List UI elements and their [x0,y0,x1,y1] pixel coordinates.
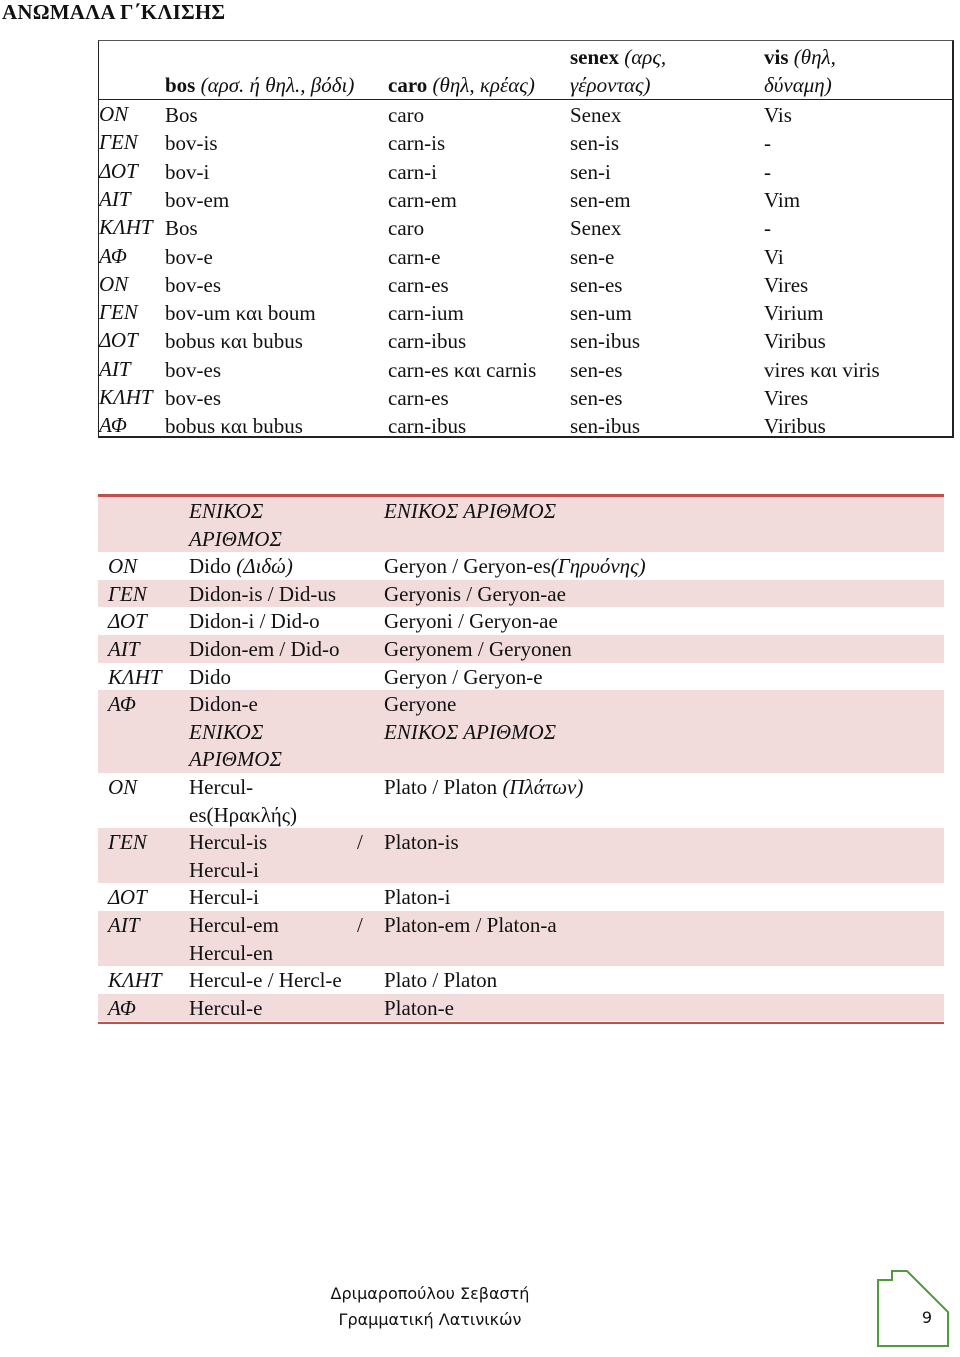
form-col2 [384,995,454,1023]
table-cell: bov-e [165,244,213,269]
form-col1 [189,636,339,664]
table-cell: sen-is [570,131,619,156]
declension-table-1 [98,40,954,438]
form-text: Plato / Platon [384,775,498,799]
gloss-text: (Πλάτων) [497,775,584,799]
table-cell: bov-um και boum [165,301,316,326]
table-cell: bobus και bubus [165,329,303,354]
form-text: Dido [189,554,231,579]
table-cell: - [764,216,771,241]
table-cell: sen-es [570,357,623,382]
table2-header-row [98,718,944,773]
table-row [99,384,952,412]
table-row [98,580,944,608]
table-row [98,828,944,883]
page-number-badge [870,1268,950,1348]
form-text: Geryoni / Geryon-ae [384,609,558,634]
table-cell: vires και viris [764,357,880,382]
table-cell: sen-es [570,386,623,410]
header-col2: ΕΝΙΚΟΣ ΑΡΙΘΜΟΣ [384,719,557,744]
table-cell: carn-ibus [388,414,467,439]
table-cell: carn-e [388,244,441,269]
table-row [98,773,944,828]
form-text: Geryonem / Geryonen [384,637,572,661]
header-bos: bos (αρσ. ή θηλ., βόδι) [165,73,355,97]
table-cell: Vis [764,103,792,127]
table-row [98,635,944,663]
page-number: 9 [921,1308,933,1327]
case-label: ΑΦ [99,243,127,268]
table-row [99,243,952,271]
header-col1: ΕΝΙΚΟΣ [189,719,264,744]
table-cell: carn-i [388,159,437,184]
gloss-text: (Διδώ) [231,554,293,579]
table-cell: sen-um [570,301,632,326]
table-cell: bov-is [165,131,218,156]
table-cell: sen-ibus [570,414,640,439]
case-label: ΔΟΤ [108,885,147,910]
table-row [99,271,952,299]
table-cell: Senex [570,103,622,127]
case-label: ΚΛΗΤ [108,968,162,993]
table2-top-rule [98,494,944,497]
table-cell: carn-ibus [388,329,467,354]
case-label: ΔΟΤ [108,609,147,634]
table-cell: sen-e [570,244,615,269]
case-label: ΟΝ [99,102,129,126]
table-cell: Vim [764,187,801,212]
form-col1 [189,912,279,940]
case-label: ΑΙΤ [99,356,131,381]
case-label: ΟΝ [108,775,138,799]
table-cell: sen-ibus [570,329,640,354]
table-row [98,966,944,994]
table-cell: Vires [764,386,809,410]
declension-table-2 [98,494,944,1024]
form-col2 [384,553,646,581]
form-col2 [384,774,583,802]
form-col2 [384,691,456,719]
table-cell: bov-es [165,386,221,410]
header-col2: ΕΝΙΚΟΣ ΑΡΙΘΜΟΣ [384,499,557,523]
form-col1 [189,967,342,995]
table-cell: Bos [165,103,198,127]
table-row [98,552,944,580]
table-row [99,327,952,355]
case-label: ΑΦ [108,692,136,717]
table-cell: carn-es [388,272,449,297]
slash-separator: / [357,830,363,855]
header-col1-line2: ΑΡΙΘΜΟΣ [189,526,282,551]
form-text: Geryon / Geryon-es [384,554,551,579]
form-col1-line2: Hercul-en [189,940,273,965]
case-label: ΔΟΤ [99,158,138,183]
table-cell: - [764,159,771,184]
gloss-text: (Γηρυόνης) [550,554,646,579]
header-vis: vis (θηλ, δύναμη) [764,45,836,97]
table-row [99,299,952,327]
form-text: Didon-e [189,692,258,717]
page-footer [0,1281,860,1333]
case-label: ΑΙΤ [99,186,131,211]
table1-header [99,41,952,100]
table-cell: caro [388,216,425,241]
form-col2 [384,912,557,940]
table-row [98,911,944,966]
form-col1 [189,581,336,609]
table-row [99,356,952,384]
form-col1 [189,608,320,636]
case-label: ΑΦ [108,995,136,1020]
table-cell: carn-em [388,187,457,212]
case-label: ΚΛΗΤ [99,215,153,240]
form-col1-line2: Hercul-i [189,857,259,882]
slash-separator: / [357,913,363,937]
case-label: ΓΕΝ [108,581,147,606]
table-row [98,607,944,635]
case-label: ΑΙΤ [108,637,140,661]
table-cell: Viribus [764,329,826,354]
case-label: ΔΟΤ [99,328,138,353]
table-row [98,663,944,691]
table-cell: bov-em [165,187,230,212]
form-col1-line2: es(Ηρακλής) [189,802,298,827]
table-cell: - [764,131,771,156]
form-text: Plato / Platon [384,968,498,993]
table-row [99,101,952,129]
table-cell: sen-es [570,272,623,297]
table-cell: caro [388,103,425,127]
form-text: Hercul-i [189,885,259,910]
table-cell: sen-em [570,187,631,212]
case-label: ΓΕΝ [99,130,138,155]
header-col1: ΕΝΙΚΟΣ [189,499,264,523]
page-corner-icon [870,1268,950,1348]
table-cell: bov-es [165,272,221,297]
form-text: Platon-e [384,995,454,1020]
table-cell: Bos [165,216,198,241]
form-col1 [189,829,267,857]
table-row [99,214,952,242]
table-row [98,883,944,911]
case-label: ΟΝ [108,554,138,579]
form-col2 [384,664,543,692]
table-cell: carn-es [388,386,449,410]
form-text: Hercul-is [189,830,268,855]
form-text: Platon-em / Platon-a [384,913,557,937]
table-cell: Viribus [764,414,826,439]
form-col1 [189,884,259,912]
form-col2 [384,884,451,912]
table-cell: Virium [764,301,824,326]
form-col1 [189,664,231,692]
table-cell: Vires [764,272,809,297]
table-cell: Vi [764,244,784,269]
table-row [99,186,952,214]
case-label: ΚΛΗΤ [99,385,153,409]
table-cell: carn-is [388,131,446,156]
form-text: Platon-i [384,885,451,910]
page-title: ΑΝΩΜΑΛΑ Γ΄ΚΛΙΣΗΣ [2,0,226,24]
table-row [98,994,944,1022]
table-cell: bov-es [165,357,221,382]
table-cell: sen-i [570,159,611,184]
table-cell: bov-i [165,159,210,184]
table-row [99,129,952,157]
form-col2 [384,829,459,857]
header-caro: caro (θηλ, κρέας) [388,73,535,97]
table-row [99,412,952,440]
form-col1 [189,553,293,581]
header-senex: senex (αρς, γέροντας) [570,45,667,97]
form-text: Hercul- [189,775,254,799]
form-text: Didon-i / Did-o [189,609,320,634]
form-col2 [384,636,572,664]
form-col1 [189,691,258,719]
footer-subtitle: Γραμματική Λατινικών [338,1310,522,1329]
case-label: ΑΦ [99,413,127,438]
case-label: ΓΕΝ [108,830,147,855]
table-cell: carn-ium [388,301,464,326]
case-label: ΓΕΝ [99,300,138,325]
form-col1 [189,774,253,802]
form-text: Geryon / Geryon-e [384,664,543,689]
case-label: ΚΛΗΤ [108,664,162,689]
table-cell: carn-es και carnis [388,357,537,382]
case-label: ΑΙΤ [108,913,140,937]
table-row [99,158,952,186]
form-text: Didon-is / Did-us [189,581,336,606]
form-text: Geryone [384,692,457,717]
form-col2 [384,608,558,636]
table-row [98,690,944,718]
form-text: Didon-em / Did-o [189,637,340,661]
form-text: Geryonis / Geryon-ae [384,581,566,606]
header-col1-line2: ΑΡΙΘΜΟΣ [189,747,282,772]
form-text: Hercul-em [189,913,279,937]
form-text: Hercul-e / Hercl-e [189,968,342,993]
form-text: Platon-is [384,830,459,855]
table2-header-row [98,497,944,552]
form-text: Hercul-e [189,995,263,1020]
form-col2 [384,967,497,995]
form-text: Dido [189,664,231,689]
footer-author: Δριμαροπούλου Σεβαστή [330,1284,530,1303]
table2-bottom-rule [98,1022,944,1024]
form-col2 [384,581,566,609]
case-label: ΟΝ [99,271,129,296]
table-cell: Senex [570,216,622,241]
form-col1 [189,995,262,1023]
table-cell: bobus και bubus [165,414,303,439]
